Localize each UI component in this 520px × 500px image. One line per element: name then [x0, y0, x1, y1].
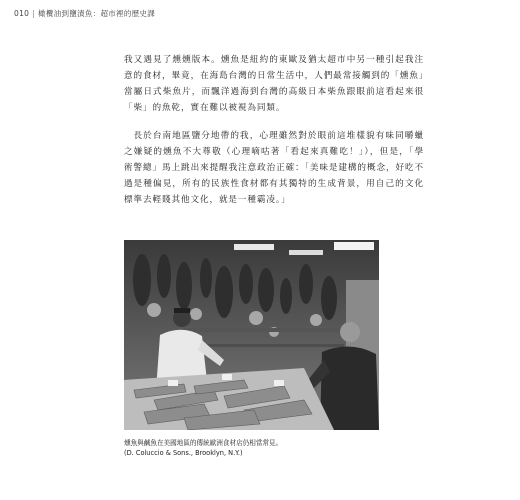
photo-caption: [124, 438, 424, 458]
running-header: [14, 8, 155, 19]
market-photo-illustration: [124, 240, 379, 430]
paragraph-2: 長於台南地區鹽分地帶的我，心理雖然對於眼前這堆樣貌有味同嚼蠟之嫌疑的燻魚不大尊敬（心理嘀咕著「看起來真難吃！」），但是，「學術警總」馬上跳出來提醒我注意政治正確：「美味是建構的概念，好吃不過是種偏見，所有的民族性食材都有其獨特的生成背景，用自己的文化標準去輕賤其他文化，就是一種霸凌。」: [124, 131, 424, 205]
ceiling-light: [234, 244, 274, 250]
page-number: 010: [14, 9, 30, 18]
paragraph-1: 我又遇見了燻燻版本。燻魚是紐約的東歐及猶太超市中另一種引起我注意的食材，畢竟，在海島台灣的日常生活中，人們最常接觸到的「燻魚」當屬日式柴魚片，而飄洋過海到台灣的高級日本柴魚跟眼前這看起來很「柴」的魚乾，實在難以被視為同類。: [124, 55, 424, 113]
body-text: [124, 52, 424, 208]
caption-credit: (D. Coluccio & Sons., Brooklyn, N.Y.): [124, 449, 243, 457]
book-title: 橄欖油到鹽漬魚：超市裡的歷史課: [38, 9, 156, 18]
ceiling-light: [334, 242, 374, 250]
market-photo: [124, 240, 379, 430]
ceiling-light: [289, 250, 323, 255]
shelf: [184, 328, 344, 332]
caption-line-1: 燻魚與鹹魚在美國地區的傳統歐洲食材店仍相當常見。: [124, 439, 283, 447]
header-separator: |: [32, 9, 36, 18]
